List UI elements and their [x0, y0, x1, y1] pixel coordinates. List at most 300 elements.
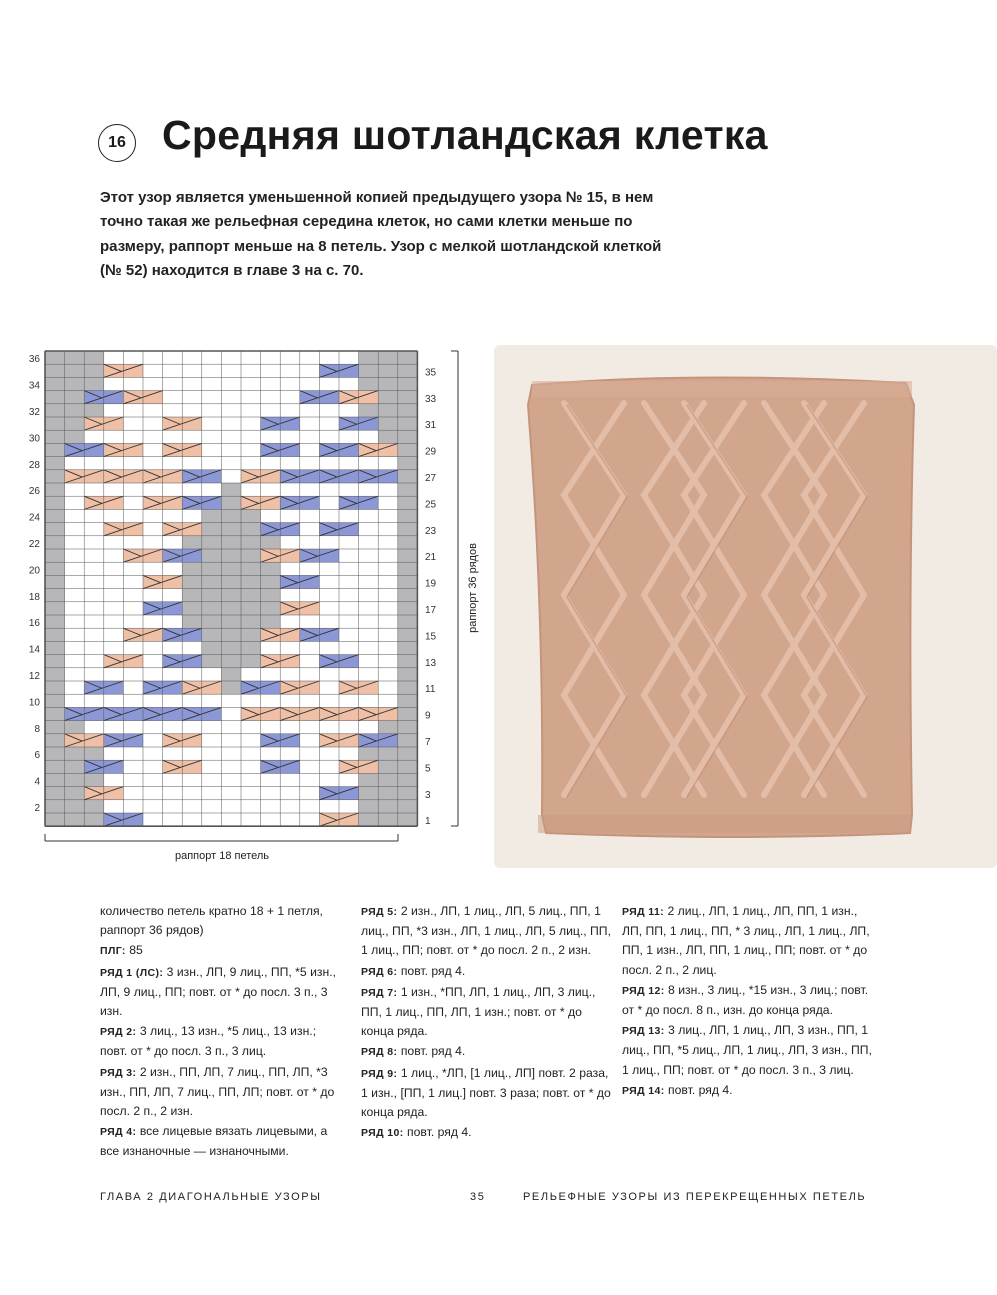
- vertical-repeat-bracket: [451, 351, 479, 826]
- purl-cell: [84, 813, 104, 826]
- purl-cell: [398, 668, 418, 681]
- purl-cell: [45, 628, 65, 641]
- swatch-illustration: [494, 345, 997, 868]
- purl-cell: [221, 523, 241, 536]
- cable-cross-mark: [339, 681, 378, 694]
- purl-cell: [398, 483, 418, 496]
- cable-cross-mark: [84, 760, 123, 773]
- right-cross-cell: [339, 391, 378, 404]
- row-number-right: 5: [425, 763, 431, 775]
- right-cross-cell: [280, 681, 319, 694]
- purl-cell: [398, 773, 418, 786]
- row-number-left: 8: [34, 723, 40, 735]
- row-number-right: 9: [425, 710, 431, 722]
- purl-cell: [398, 364, 418, 377]
- cable-cross-mark: [163, 760, 202, 773]
- cable-cross-mark: [123, 391, 162, 404]
- row-number-right: 15: [425, 631, 437, 643]
- purl-cell: [45, 457, 65, 470]
- row-number-left: 14: [28, 644, 40, 656]
- left-cross-cell: [143, 681, 182, 694]
- purl-cell: [398, 470, 418, 483]
- purl-cell: [378, 800, 398, 813]
- purl-cell: [65, 364, 85, 377]
- purl-cell: [221, 509, 241, 522]
- cable-cross-mark: [104, 523, 143, 536]
- purl-cell: [202, 549, 222, 562]
- right-cross-cell: [84, 787, 123, 800]
- instruction-label: РЯД 3:: [100, 1066, 137, 1079]
- purl-cell: [359, 351, 379, 364]
- instructions-column-1: [100, 902, 345, 1163]
- purl-cell: [202, 562, 222, 575]
- instruction-text: повт. ряд 4.: [664, 1082, 733, 1097]
- instruction-label: РЯД 10:: [361, 1127, 404, 1140]
- cable-cross-mark: [261, 523, 300, 536]
- purl-cell: [45, 391, 65, 404]
- purl-cell: [65, 747, 85, 760]
- instruction-text: 85: [125, 943, 143, 958]
- left-cross-cell: [339, 496, 378, 509]
- purl-cell: [182, 575, 202, 588]
- cable-cross-mark: [319, 443, 358, 456]
- cable-cross-mark: [65, 734, 104, 747]
- instruction-label: РЯД 6:: [361, 965, 398, 978]
- cable-cross-mark: [280, 575, 319, 588]
- purl-cell: [241, 628, 261, 641]
- instruction-label: РЯД 13:: [622, 1025, 665, 1038]
- cable-cross-mark: [359, 734, 398, 747]
- purl-cell: [45, 655, 65, 668]
- intro-paragraph: [100, 186, 720, 283]
- left-cross-cell: [143, 602, 182, 615]
- purl-cell: [45, 549, 65, 562]
- left-cross-cell: [319, 443, 358, 456]
- cable-cross-mark: [65, 443, 104, 456]
- purl-cell: [221, 668, 241, 681]
- cable-cross-mark: [104, 813, 143, 826]
- purl-cell: [182, 628, 202, 641]
- purl-cell: [378, 364, 398, 377]
- purl-cell: [65, 443, 85, 456]
- instructions-column-2: [361, 902, 611, 1144]
- purl-cell: [398, 707, 418, 720]
- row-number-right: 21: [425, 552, 437, 564]
- cable-cross-mark: [143, 470, 182, 483]
- purl-cell: [359, 417, 379, 430]
- left-cross-cell: [280, 470, 319, 483]
- cable-cross-mark: [84, 496, 123, 509]
- row-number-right: 3: [425, 789, 431, 801]
- purl-cell: [398, 430, 418, 443]
- instruction-label: РЯД 12:: [622, 984, 665, 997]
- chart-cells: [45, 351, 417, 826]
- purl-cell: [398, 549, 418, 562]
- footer-section: РЕЛЬЕФНЫЕ УЗОРЫ ИЗ ПЕРЕКРЕЩЕННЫХ ПЕТЕЛЬ: [523, 1191, 867, 1203]
- cable-cross-mark: [123, 549, 162, 562]
- right-cross-cell: [163, 443, 202, 456]
- left-cross-cell: [319, 655, 358, 668]
- right-cross-cell: [163, 734, 202, 747]
- instruction-text: 1 лиц., *ЛП, [1 лиц., ЛП] повт. 2 раза, 1 изн., [ПП, 1 лиц.] повт. 3 раза; повт. от * до конца ряда.: [361, 1065, 611, 1120]
- instruction-text: 3 лиц., ЛП, 1 лиц., ЛП, 3 изн., ПП, 1 лиц., ПП, *5 лиц., ЛП, 1 лиц., ЛП, 3 изн., ПП, 1 лиц., ПП; повт. от * до посл. 3 п., 3 лиц.: [622, 1023, 872, 1077]
- cable-cross-mark: [241, 496, 280, 509]
- purl-cell: [359, 364, 379, 377]
- purl-cell: [202, 628, 222, 641]
- row-number-left: 22: [28, 539, 40, 550]
- purl-cell: [65, 773, 85, 786]
- purl-cell: [65, 787, 85, 800]
- cable-cross-mark: [104, 443, 143, 456]
- instruction-item: [361, 983, 611, 1042]
- cable-cross-mark: [163, 655, 202, 668]
- purl-cell: [45, 602, 65, 615]
- right-cross-cell: [143, 575, 182, 588]
- cable-cross-mark: [182, 707, 221, 720]
- purl-cell: [241, 562, 261, 575]
- instruction-text: повт. ряд 4.: [403, 1125, 472, 1140]
- right-cross-cell: [261, 628, 300, 641]
- purl-cell: [84, 417, 104, 430]
- right-cross-cell: [319, 813, 358, 826]
- purl-cell: [45, 377, 65, 390]
- purl-cell: [398, 443, 418, 456]
- row-number-left: 20: [28, 565, 40, 577]
- left-cross-cell: [319, 364, 358, 377]
- right-cross-cell: [359, 443, 398, 456]
- right-cross-cell: [280, 602, 319, 615]
- instruction-item: [361, 1064, 611, 1123]
- footer-chapter: ГЛАВА 2 ДИАГОНАЛЬНЫЕ УЗОРЫ: [100, 1191, 322, 1203]
- purl-cell: [221, 483, 241, 496]
- purl-cell: [398, 721, 418, 734]
- cable-cross-mark: [163, 417, 202, 430]
- right-cross-cell: [84, 496, 123, 509]
- row-number-right: 27: [425, 473, 437, 484]
- row-number-left: 36: [28, 354, 40, 366]
- cable-cross-mark: [319, 734, 358, 747]
- left-cross-cell: [163, 655, 202, 668]
- purl-cell: [45, 668, 65, 681]
- purl-cell: [65, 760, 85, 773]
- cable-cross-mark: [319, 364, 358, 377]
- left-cross-cell: [319, 787, 358, 800]
- purl-cell: [45, 562, 65, 575]
- purl-cell: [359, 800, 379, 813]
- purl-cell: [45, 470, 65, 483]
- cable-cross-mark: [280, 707, 319, 720]
- right-cross-cell: [104, 470, 143, 483]
- right-cross-cell: [104, 523, 143, 536]
- purl-cell: [241, 655, 261, 668]
- row-number-left: 32: [28, 407, 40, 418]
- cable-cross-mark: [339, 496, 378, 509]
- cable-cross-mark: [319, 813, 358, 826]
- purl-cell: [45, 721, 65, 734]
- left-cross-cell: [241, 681, 280, 694]
- purl-cell: [261, 549, 281, 562]
- row-number-right: 11: [425, 684, 436, 696]
- purl-cell: [261, 602, 281, 615]
- cable-cross-mark: [163, 549, 202, 562]
- purl-cell: [221, 628, 241, 641]
- cable-cross-mark: [182, 496, 221, 509]
- cable-cross-mark: [143, 575, 182, 588]
- instruction-label: ПЛГ:: [100, 945, 126, 958]
- purl-cell: [261, 615, 281, 628]
- cable-cross-mark: [261, 760, 300, 773]
- left-cross-cell: [300, 628, 339, 641]
- left-cross-cell: [300, 549, 339, 562]
- horizontal-repeat-label: раппорт 18 петель: [174, 850, 270, 862]
- cable-cross-mark: [182, 681, 221, 694]
- right-cross-cell: [143, 470, 182, 483]
- instruction-text: повт. ряд 4.: [397, 963, 466, 978]
- right-cross-cell: [123, 628, 162, 641]
- right-cross-cell: [261, 549, 300, 562]
- right-row-numbers: [425, 367, 437, 827]
- instruction-item: [622, 981, 872, 1020]
- purl-cell: [398, 417, 418, 430]
- left-cross-cell: [319, 523, 358, 536]
- right-cross-cell: [163, 523, 202, 536]
- instruction-label: РЯД 9:: [361, 1067, 398, 1080]
- cable-cross-mark: [300, 391, 339, 404]
- instruction-text: 2 изн., ЛП, 1 лиц., ЛП, 5 лиц., ПП, 1 лиц., ПП, *3 изн., ЛП, 1 лиц., ЛП, 5 лиц., ПП, 1 лиц., ПП; повт. от * до посл. 2 п., 2 изн.: [361, 904, 611, 958]
- cable-cross-mark: [241, 470, 280, 483]
- purl-cell: [45, 364, 65, 377]
- cable-cross-mark: [182, 470, 221, 483]
- purl-cell: [359, 391, 379, 404]
- purl-cell: [378, 813, 398, 826]
- purl-cell: [398, 628, 418, 641]
- purl-cell: [182, 536, 202, 549]
- cable-cross-mark: [104, 734, 143, 747]
- right-cross-cell: [143, 496, 182, 509]
- right-cross-cell: [339, 760, 378, 773]
- instruction-item: [361, 902, 611, 961]
- purl-cell: [65, 351, 85, 364]
- purl-cell: [398, 694, 418, 707]
- instruction-text: количество петель кратно 18 + 1 петля, раппорт 36 рядов): [100, 904, 323, 938]
- left-cross-cell: [182, 496, 221, 509]
- right-cross-cell: [359, 707, 398, 720]
- left-cross-cell: [339, 417, 378, 430]
- row-number-left: 18: [28, 591, 40, 603]
- purl-cell: [221, 536, 241, 549]
- purl-cell: [45, 351, 65, 364]
- right-cross-cell: [65, 470, 104, 483]
- right-cross-cell: [104, 443, 143, 456]
- cable-cross-mark: [104, 470, 143, 483]
- right-cross-cell: [182, 681, 221, 694]
- purl-cell: [202, 536, 222, 549]
- instruction-item: [100, 941, 345, 961]
- cable-cross-mark: [84, 391, 123, 404]
- cable-cross-mark: [261, 734, 300, 747]
- purl-cell: [378, 351, 398, 364]
- purl-cell: [45, 694, 65, 707]
- purl-cell: [261, 575, 281, 588]
- cable-cross-mark: [123, 628, 162, 641]
- purl-cell: [241, 602, 261, 615]
- row-number-left: 24: [28, 512, 40, 524]
- purl-cell: [65, 391, 85, 404]
- right-cross-cell: [339, 681, 378, 694]
- cable-cross-mark: [300, 628, 339, 641]
- left-cross-cell: [163, 549, 202, 562]
- left-cross-cell: [65, 443, 104, 456]
- purl-cell: [65, 377, 85, 390]
- row-number-right: 7: [425, 737, 431, 748]
- cable-cross-mark: [84, 417, 123, 430]
- purl-cell: [221, 562, 241, 575]
- purl-cell: [241, 509, 261, 522]
- purl-cell: [65, 404, 85, 417]
- purl-cell: [45, 483, 65, 496]
- left-cross-cell: [261, 443, 300, 456]
- purl-cell: [378, 734, 398, 747]
- purl-cell: [65, 800, 85, 813]
- intro-line: размеру, раппорт меньше на 8 петель. Узор с мелкой шотландской клеткой: [100, 237, 662, 255]
- cable-cross-mark: [319, 655, 358, 668]
- row-number-right: 23: [425, 525, 437, 537]
- instruction-item: [100, 902, 345, 940]
- row-number-right: 25: [425, 499, 437, 511]
- left-cross-cell: [182, 707, 221, 720]
- cable-cross-mark: [143, 681, 182, 694]
- purl-cell: [84, 773, 104, 786]
- purl-cell: [261, 589, 281, 602]
- cable-cross-mark: [163, 628, 202, 641]
- purl-cell: [398, 457, 418, 470]
- purl-cell: [45, 641, 65, 654]
- left-cross-cell: [104, 734, 143, 747]
- left-cross-cell: [319, 470, 358, 483]
- purl-cell: [84, 787, 104, 800]
- instruction-label: РЯД 1 (ЛС):: [100, 966, 164, 979]
- cable-cross-mark: [104, 364, 143, 377]
- right-cross-cell: [84, 417, 123, 430]
- cable-cross-mark: [359, 443, 398, 456]
- purl-cell: [398, 496, 418, 509]
- cable-cross-mark: [319, 707, 358, 720]
- left-cross-cell: [261, 417, 300, 430]
- purl-cell: [45, 681, 65, 694]
- instruction-item: [622, 1081, 872, 1101]
- purl-cell: [45, 430, 65, 443]
- purl-cell: [202, 509, 222, 522]
- purl-cell: [45, 800, 65, 813]
- instructions-column-3: [622, 902, 872, 1102]
- purl-cell: [378, 443, 398, 456]
- intro-line: точно такая же рельефная середина клеток, но сами клетки меньше по: [100, 213, 633, 231]
- purl-cell: [398, 655, 418, 668]
- cable-cross-mark: [359, 707, 398, 720]
- cable-cross-mark: [241, 681, 280, 694]
- instruction-item: [100, 1122, 345, 1161]
- left-cross-cell: [261, 734, 300, 747]
- row-number-left: 16: [28, 618, 40, 630]
- purl-cell: [398, 404, 418, 417]
- row-number-right: 29: [425, 446, 437, 458]
- purl-cell: [398, 377, 418, 390]
- instruction-text: повт. ряд 4.: [397, 1044, 466, 1059]
- instruction-label: РЯД 7:: [361, 986, 398, 999]
- purl-cell: [241, 523, 261, 536]
- instruction-item: [100, 1022, 345, 1061]
- row-number-right: 17: [425, 605, 437, 616]
- left-cross-cell: [163, 628, 202, 641]
- purl-cell: [398, 813, 418, 826]
- purl-cell: [45, 813, 65, 826]
- cable-cross-mark: [359, 470, 398, 483]
- purl-cell: [378, 721, 398, 734]
- knitted-swatch-image: [494, 345, 997, 868]
- cable-cross-mark: [84, 681, 123, 694]
- purl-cell: [84, 377, 104, 390]
- row-number-left: 26: [28, 486, 40, 498]
- cable-cross-mark: [339, 760, 378, 773]
- purl-cell: [398, 509, 418, 522]
- right-cross-cell: [65, 734, 104, 747]
- purl-cell: [241, 589, 261, 602]
- purl-cell: [221, 496, 241, 509]
- purl-cell: [45, 509, 65, 522]
- purl-cell: [398, 523, 418, 536]
- purl-cell: [221, 655, 241, 668]
- row-number-right: 31: [425, 420, 437, 432]
- pattern-number-badge: [98, 124, 136, 162]
- row-number-right: 33: [425, 393, 437, 405]
- left-cross-cell: [182, 470, 221, 483]
- cable-cross-mark: [280, 681, 319, 694]
- instruction-label: РЯД 14:: [622, 1084, 665, 1097]
- cable-cross-mark: [143, 602, 182, 615]
- cable-cross-mark: [261, 628, 300, 641]
- purl-cell: [398, 760, 418, 773]
- purl-cell: [378, 760, 398, 773]
- cable-cross-mark: [339, 391, 378, 404]
- purl-cell: [378, 773, 398, 786]
- purl-cell: [398, 391, 418, 404]
- instruction-label: РЯД 2:: [100, 1026, 137, 1039]
- purl-cell: [398, 575, 418, 588]
- purl-cell: [359, 747, 379, 760]
- footer-page-number: 35: [470, 1191, 486, 1203]
- purl-cell: [398, 615, 418, 628]
- purl-cell: [398, 734, 418, 747]
- cable-cross-mark: [261, 655, 300, 668]
- purl-cell: [221, 641, 241, 654]
- purl-cell: [182, 549, 202, 562]
- cable-cross-mark: [319, 523, 358, 536]
- instruction-item: [361, 962, 611, 982]
- instruction-text: 3 лиц., 13 изн., *5 лиц., 13 изн.; повт. от * до посл. 3 п., 3 лиц.: [100, 1024, 317, 1059]
- purl-cell: [241, 549, 261, 562]
- cable-cross-mark: [84, 787, 123, 800]
- instruction-item: [622, 902, 872, 980]
- horizontal-repeat-bracket: [45, 834, 398, 862]
- purl-cell: [398, 536, 418, 549]
- purl-cell: [84, 800, 104, 813]
- purl-cell: [241, 575, 261, 588]
- purl-cell: [84, 391, 104, 404]
- purl-cell: [65, 734, 85, 747]
- purl-cell: [261, 628, 281, 641]
- left-cross-cell: [359, 470, 398, 483]
- right-cross-cell: [280, 707, 319, 720]
